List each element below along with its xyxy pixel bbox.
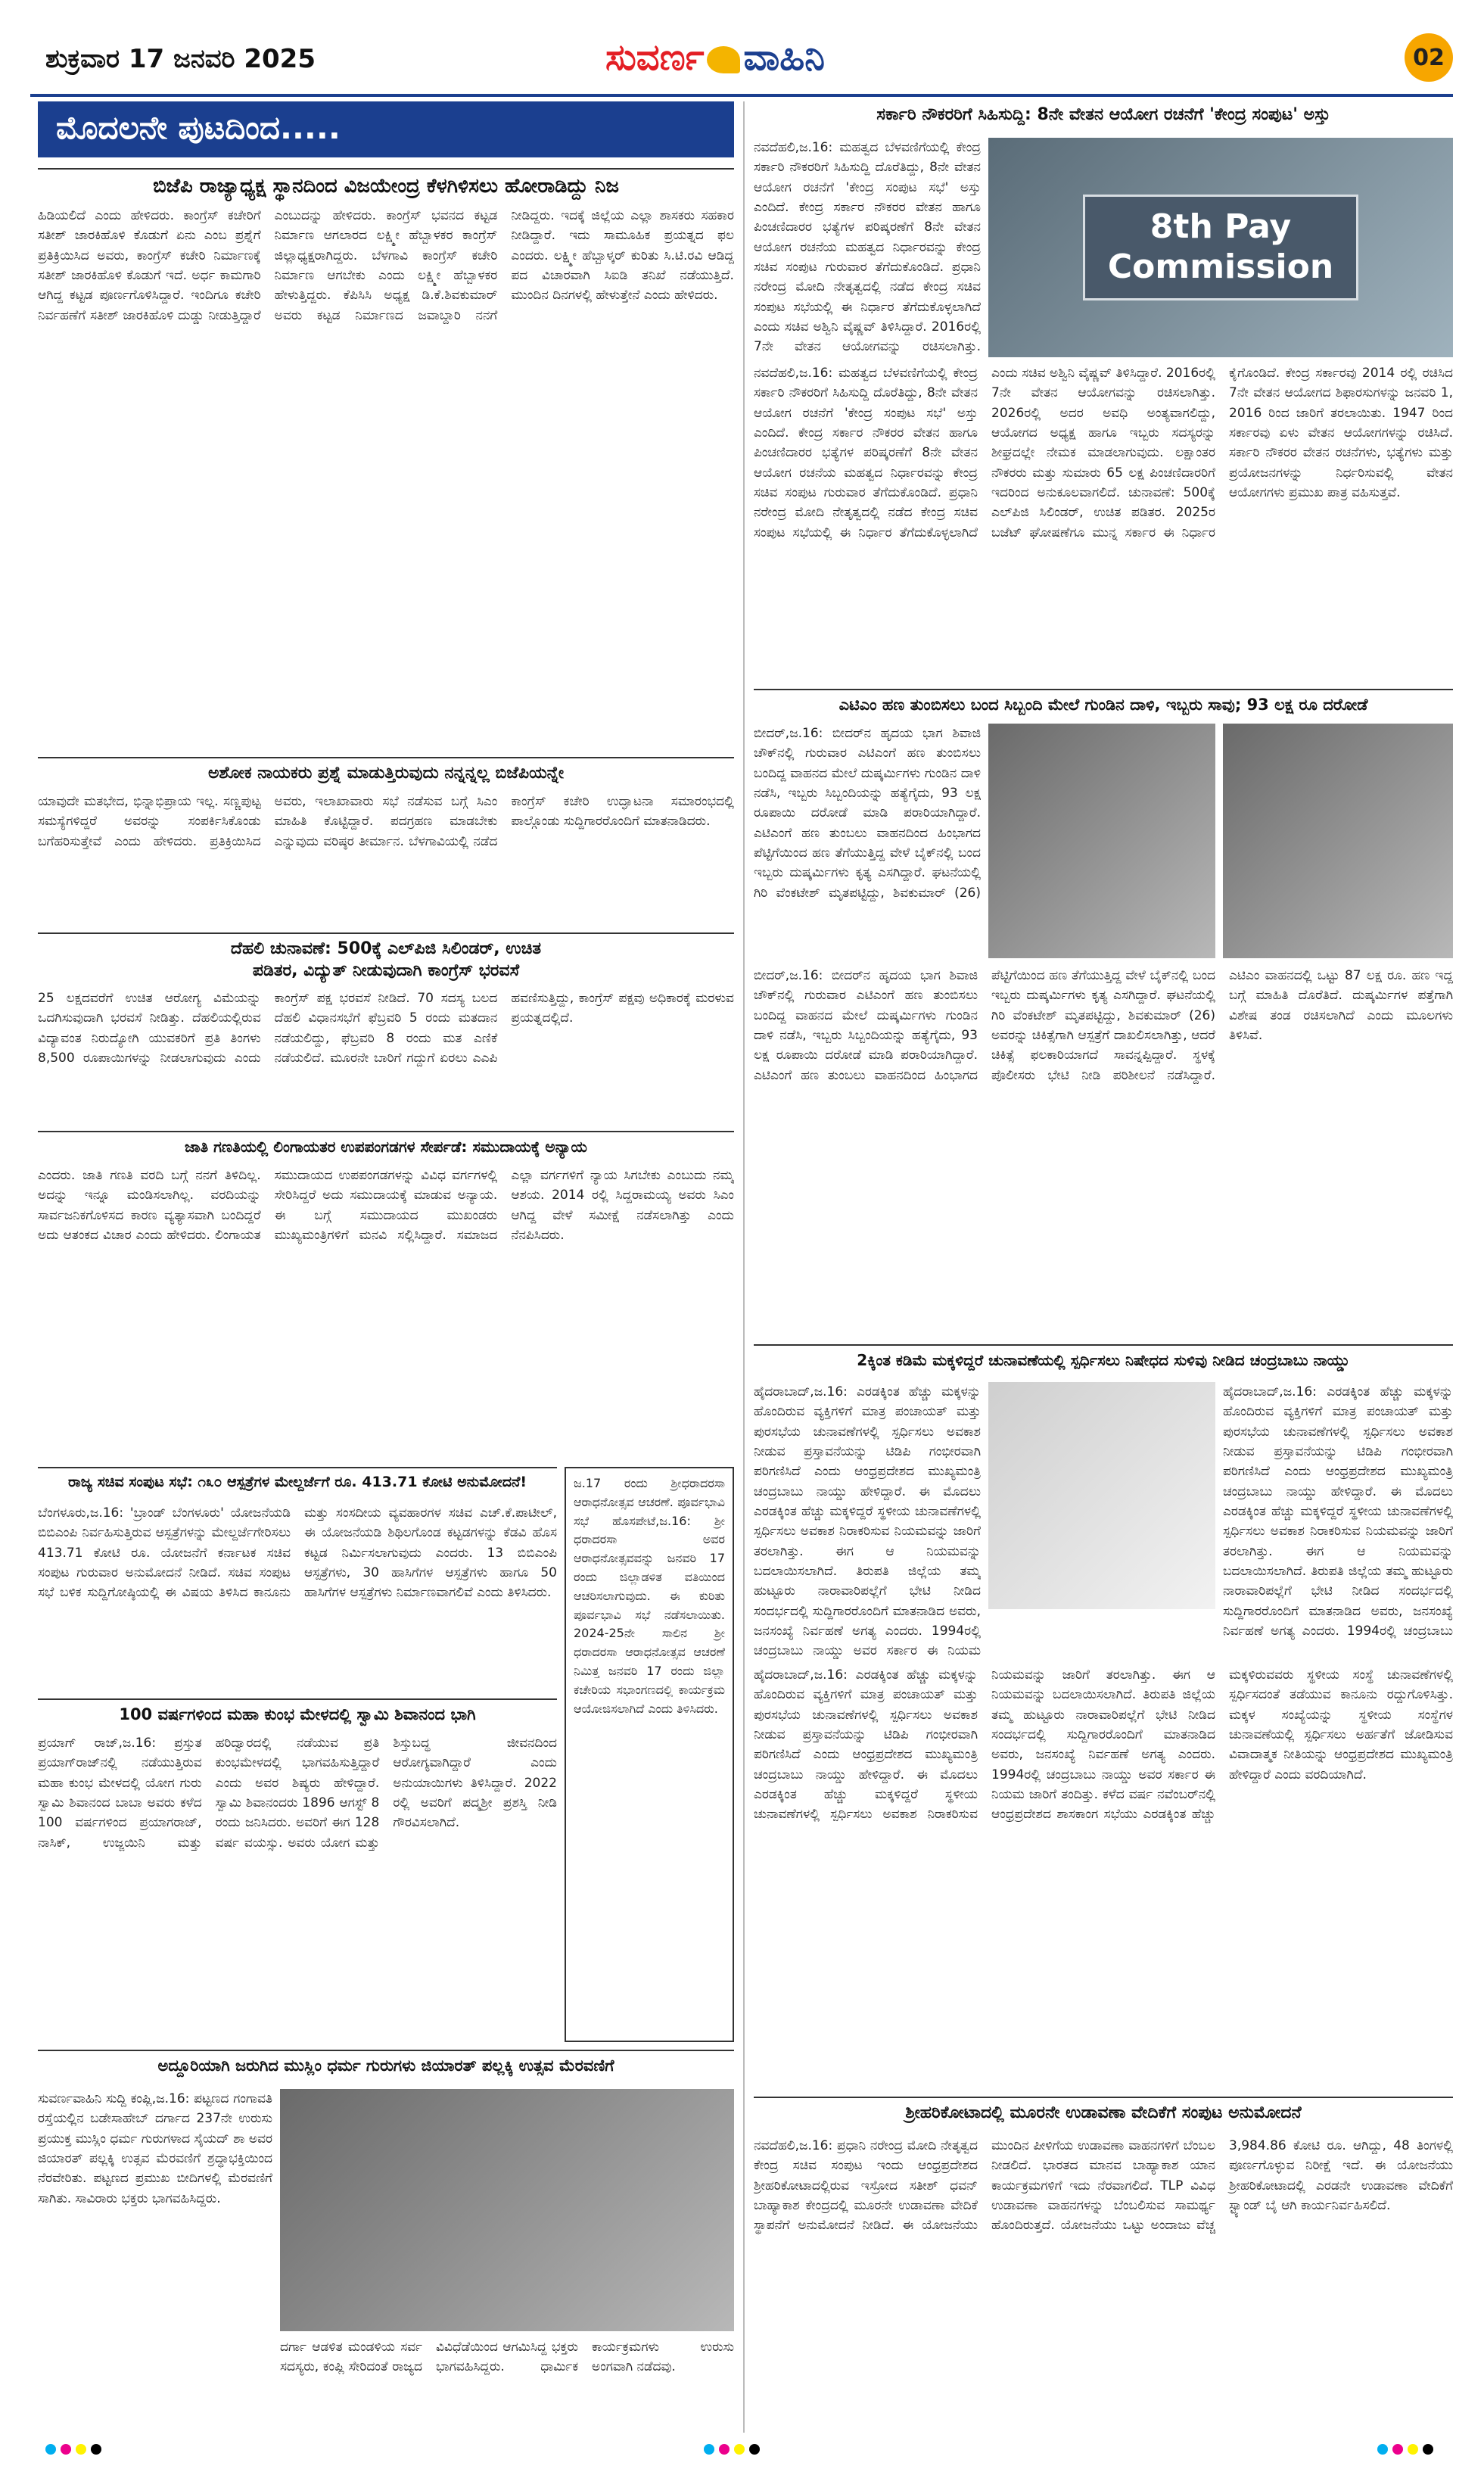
registration-marks-right (1377, 2443, 1438, 2454)
article-naidu: ಹೈದರಾಬಾದ್,ಜ.16: ಎರಡಕ್ಕಿಂತ ಹೆಚ್ಚು ಮಕ್ಕಳನ್ನು ಹೊಂದಿರುವ ವ್ಯಕ್ತಿಗಳಿಗೆ ಮಾತ್ರ ಪಂಚಾಯತ್ ಮತ್ತು ಪುರಸಭೆಯ ಚುನಾವಣೆಗಳಲ್ಲಿ ಸ್ಪರ್ಧಿಸಲು ಅವಕಾಶ ನೀಡುವ ಪ್ರಸ್ತಾವನೆಯನ್ನು ಟಿಡಿಪಿ ಗಂಭೀರವಾಗಿ ಪರಿಗಣಿಸಿದೆ ಎಂದು ಆಂಧ್ರಪ್ರದೇಶದ ಮುಖ್ಯಮಂತ್ರಿ ಚಂದ್ರಬಾಬು ನಾಯ್ಡು ಹೇಳಿದ್ದಾರೆ. ಈ ಮೊದಲು ಎರಡಕ್ಕಿಂತ ಹೆಚ್ಚು ಮಕ್ಕಳಿದ್ದರೆ ಸ್ಥಳೀಯ ಚುನಾವಣೆಗಳಲ್ಲಿ ಸ್ಪರ್ಧಿಸಲು ಅವಕಾಶ ನಿರಾಕರಿಸುವ ನಿಯಮವನ್ನು ಜಾರಿಗೆ ತರಲಾಗಿತ್ತು. ಈಗ ಆ ನಿಯಮವನ್ನು ಬದಲಾಯಿಸಲಾಗಿದೆ. ತಿರುಪತಿ ಜಿಲ್ಲೆಯ ತಮ್ಮ ಹುಟ್ಟೂರು ನಾರಾವಾರಿಪಲ್ಲೆಗೆ ಭೇಟಿ ನೀಡಿದ ಸಂದರ್ಭದಲ್ಲಿ ಸುದ್ದಿಗಾರರೊಂದಿಗೆ ಮಾತನಾಡಿದ ಅವರು, ಜನಸಂಖ್ಯೆ ನಿರ್ವಹಣೆ ಅಗತ್ಯ ಎಂದರು. 1994ರಲ್ಲಿ ಚಂದ್ರಬಾಬು ನಾಯ್ಡು ಅವರ ಸರ್ಕಾರ ಈ ನಿಯಮ ಜಾರಿಗೆ ತಂದಿತ್ತು. ಕಳೆದ ವರ್ಷ ನವೆಂಬರ್‌ನಲ್ಲಿ ಆಂಧ್ರಪ್ರದೇಶದ ಶಾಸಕಾಂಗ ಸಭೆಯು ಎರಡಕ್ಕಿಂತ ಹೆಚ್ಚು ಮಕ್ಕಳಿರುವವರು ಸ್ಥಳೀಯ ಸಂಸ್ಥೆ ಚುನಾವಣೆಗಳಲ್ಲಿ ಸ್ಪರ್ಧಿಸದಂತೆ ತಡೆಯುವ ಕಾನೂನು ರದ್ದುಗೊಳಿಸಿತ್ತು. ಮಕ್ಕಳ ಸಂಖ್ಯೆಯನ್ನು ಸ್ಥಳೀಯ ಸಂಸ್ಥೆಗಳ ಚುನಾವಣೆಯಲ್ಲಿ ಸ್ಪರ್ಧಿಸಲು ಅರ್ಹತೆಗೆ ಜೋಡಿಸುವ ವಿವಾದಾತ್ಮಕ ನೀತಿಯನ್ನು ಆಂಧ್ರಪ್ರದೇಶದ ಮುಖ್ಯಮಂತ್ರಿ ಹೇಳಿದ್ದಾರೆ ಎಂದು ವರದಿಯಾಗಿದೆ. (754, 1667, 1453, 1823)
article-jiyarat: ಸುವರ್ಣವಾಹಿನಿ ಸುದ್ದಿ ಕಂಪ್ಲಿ,ಜ.16: ಪಟ್ಟಣದ ಗಂಗಾವತಿ ರಸ್ತೆಯಲ್ಲಿನ ಬಡೇಸಾಹೇಬ್ ದರ್ಗಾದ 237ನೇ ಉರುಸು ಪ್ರಯುಕ್ತ ಮುಸ್ಲಿಂ ಧರ್ಮ ಗುರುಗಳಾದ ಸೈಯದ್ ಶಾ ಅವರ ಜಿಯಾರತ್ ಪಲ್ಲಕ್ಕಿ ಉತ್ಸವ ಮೆರವಣಿಗೆ ಶ್ರದ್ಧಾಭಕ್ತಿಯಿಂದ ನೆರವೇರಿತು. ಪಟ್ಟಣದ ಪ್ರಮುಖ ಬೀದಿಗಳಲ್ಲಿ ಮೆರವಣಿಗೆ ಸಾಗಿತು. ಸಾವಿರಾರು ಭಕ್ತರು ಭಾಗವಹಿಸಿದ್ದರು. (38, 2091, 272, 2206)
headline-caste-census: ಜಾತಿ ಗಣತಿಯಲ್ಲಿ ಲಿಂಗಾಯತರ ಉಪಪಂಗಡಗಳ ಸೇರ್ಪಡೆ: ಸಮುದಾಯಕ್ಕೆ ಅನ್ಯಾಯ (38, 1131, 734, 1161)
article-naidu-lead: ಹೈದರಾಬಾದ್,ಜ.16: ಎರಡಕ್ಕಿಂತ ಹೆಚ್ಚು ಮಕ್ಕಳನ್ನು ಹೊಂದಿರುವ ವ್ಯಕ್ತಿಗಳಿಗೆ ಮಾತ್ರ ಪಂಚಾಯತ್ ಮತ್ತು ಪುರಸಭೆಯ ಚುನಾವಣೆಗಳಲ್ಲಿ ಸ್ಪರ್ಧಿಸಲು ಅವಕಾಶ ನೀಡುವ ಪ್ರಸ್ತಾವನೆಯನ್ನು ಟಿಡಿಪಿ ಗಂಭೀರವಾಗಿ ಪರಿಗಣಿಸಿದೆ ಎಂದು ಆಂಧ್ರಪ್ರದೇಶದ ಮುಖ್ಯಮಂತ್ರಿ ಚಂದ್ರಬಾಬು ನಾಯ್ಡು ಹೇಳಿದ್ದಾರೆ. ಈ ಮೊದಲು ಎರಡಕ್ಕಿಂತ ಹೆಚ್ಚು ಮಕ್ಕಳಿದ್ದರೆ ಸ್ಥಳೀಯ ಚುನಾವಣೆಗಳಲ್ಲಿ ಸ್ಪರ್ಧಿಸಲು ಅವಕಾಶ ನಿರಾಕರಿಸುವ ನಿಯಮವನ್ನು ಜಾರಿಗೆ ತರಲಾಗಿತ್ತು. ಈಗ ಆ ನಿಯಮವನ್ನು ಬದಲಾಯಿಸಲಾಗಿದೆ. ತಿರುಪತಿ ಜಿಲ್ಲೆಯ ತಮ್ಮ ಹುಟ್ಟೂರು ನಾರಾವಾರಿಪಲ್ಲೆಗೆ ಭೇಟಿ ನೀಡಿದ ಸಂದರ್ಭದಲ್ಲಿ ಸುದ್ದಿಗಾರರೊಂದಿಗೆ ಮಾತನಾಡಿದ ಅವರು, ಜನಸಂಖ್ಯೆ ನಿರ್ವಹಣೆ ಅಗತ್ಯ ಎಂದರು. 1994ರಲ್ಲಿ ಚಂದ್ರಬಾಬು ನಾಯ್ಡು ಅವರ ಸರ್ಕಾರ ಈ ನಿಯಮ (754, 1384, 981, 1659)
section-banner: ಮೊದಲನೇ ಪುಟದಿಂದ..... (38, 101, 734, 157)
headline-atm-robbery: ಎಟಿಎಂ ಹಣ ತುಂಬಿಸಲು ಬಂದ ಸಿಬ್ಬಂದಿ ಮೇಲೆ ಗುಂಡಿನ ದಾಳಿ, ಇಬ್ಬರು ಸಾವು; 93 ಲಕ್ಷ ರೂ ದರೋಡೆ (754, 689, 1453, 719)
masthead-rule (30, 94, 1453, 97)
article-cabinet-hospitals: ಬೆಂಗಳೂರು,ಜ.16: 'ಬ್ರಾಂಡ್ ಬೆಂಗಳೂರು' ಯೋಜನೆಯಡಿ ಬಿಬಿಎಂಪಿ ನಿರ್ವಹಿಸುತ್ತಿರುವ ಆಸ್ಪತ್ರೆಗಳನ್ನು ಮೇಲ್ದರ್ಜೆಗೇರಿಸಲು 413.71 ಕೋಟಿ ರೂ. ಯೋಜನೆಗೆ ಕರ್ನಾಟಕ ಸಚಿವ ಸಂಪುಟ ಗುರುವಾರ ಅನುಮೋದನೆ ನೀಡಿದೆ. ಸಚಿವ ಸಂಪುಟ ಸಭೆ ಬಳಿಕ ಸುದ್ದಿಗೋಷ್ಠಿಯಲ್ಲಿ ಈ ವಿಷಯ ತಿಳಿಸಿದ ಕಾನೂನು ಮತ್ತು ಸಂಸದೀಯ ವ್ಯವಹಾರಗಳ ಸಚಿವ ಎಚ್.ಕೆ.ಪಾಟೀಲ್, ಈ ಯೋಜನೆಯಡಿ ಶಿಥಿಲಗೊಂಡ ಕಟ್ಟಡಗಳನ್ನು ಕೆಡವಿ ಹೊಸ ಕಟ್ಟಡ ನಿರ್ಮಿಸಲಾಗುವುದು ಎಂದರು. 13 ಬಿಬಿಎಂಪಿ ಆಸ್ಪತ್ರೆಗಳು, 30 ಹಾಸಿಗೆಗಳ ಆಸ್ಪತ್ರೆಗಳು ಹಾಗೂ 50 ಹಾಸಿಗೆಗಳ ಆಸ್ಪತ್ರೆಗಳು ನಿರ್ಮಾಣವಾಗಲಿವೆ ಎಂದು ತಿಳಿಸಿದರು. (38, 1505, 557, 1601)
side-notice-dharadarasa: ಜ.17 ರಂದು ಶ್ರೀಧರಾದರಸಾ ಆರಾಧನೋತ್ಸವ ಆಚರಣೆ. ಪೂರ್ವಭಾವಿ ಸಭೆ ಹೊಸಪೇಟೆ,ಜ.16: ಶ್ರೀ ಧರಾದರಸಾ ಅವರ ಆರಾಧನೋತ್ಸವವನ್ನು ಜನವರಿ 17 ರಂದು ಜಿಲ್ಲಾಡಳಿತ ವತಿಯಿಂದ ಆಚರಿಸಲಾಗುವುದು. ಈ ಕುರಿತು ಪೂರ್ವಭಾವಿ ಸಭೆ ನಡೆಸಲಾಯಿತು. 2024-25ನೇ ಸಾಲಿನ ಶ್ರೀ ಧರಾದರಸಾ ಆರಾಧನೋತ್ಸವ ಆಚರಣೆ ನಿಮಿತ್ತ ಜನವರಿ 17 ರಂದು ಜಿಲ್ಲಾ ಕಚೇರಿಯ ಸಭಾಂಗಣದಲ್ಲಿ ಕಾರ್ಯಕ್ರಮ ಆಯೋಜಿಸಲಾಗಿದೆ ಎಂದು ತಿಳಿಸಿದರು. (565, 1467, 734, 2042)
registration-marks-center (704, 2443, 764, 2454)
registration-marks-left (45, 2443, 106, 2454)
column-divider (743, 101, 745, 2433)
logo-text-part2: ವಾಹಿನಿ (743, 36, 825, 79)
lamp-icon (707, 46, 740, 73)
headline-shivananda: 100 ವರ್ಷಗಳಿಂದ ಮಹಾ ಕುಂಭ ಮೇಳದಲ್ಲಿ ಸ್ವಾಮಿ ಶಿವಾನಂದ ಭಾಗಿ (38, 1698, 557, 1729)
headline-bjp: ಬಿಜೆಪಿ ರಾಜ್ಯಾಧ್ಯಕ್ಷ ಸ್ಥಾನದಿಂದ ವಿಜಯೇಂದ್ರ ಕೆಳಗಿಳಿಸಲು ಹೋರಾಡಿದ್ದು ನಿಜ (38, 168, 734, 201)
headline-naidu: 2ಕ್ಕಿಂತ ಕಡಿಮೆ ಮಕ್ಕಳಿದ್ದರೆ ಚುನಾವಣೆಯಲ್ಲಿ ಸ್ಪರ್ಧಿಸಲು ನಿಷೇಧದ ಸುಳಿವು ನೀಡಿದ ಚಂದ್ರಬಾಬು ನಾಯ್ಡು (754, 1344, 1453, 1378)
logo-text-part1: ಸುವರ್ಣ (605, 36, 705, 79)
article-naidu-side: ಹೈದರಾಬಾದ್,ಜ.16: ಎರಡಕ್ಕಿಂತ ಹೆಚ್ಚು ಮಕ್ಕಳನ್ನು ಹೊಂದಿರುವ ವ್ಯಕ್ತಿಗಳಿಗೆ ಮಾತ್ರ ಪಂಚಾಯತ್ ಮತ್ತು ಪುರಸಭೆಯ ಚುನಾವಣೆಗಳಲ್ಲಿ ಸ್ಪರ್ಧಿಸಲು ಅವಕಾಶ ನೀಡುವ ಪ್ರಸ್ತಾವನೆಯನ್ನು ಟಿಡಿಪಿ ಗಂಭೀರವಾಗಿ ಪರಿಗಣಿಸಿದೆ ಎಂದು ಆಂಧ್ರಪ್ರದೇಶದ ಮುಖ್ಯಮಂತ್ರಿ ಚಂದ್ರಬಾಬು ನಾಯ್ಡು ಹೇಳಿದ್ದಾರೆ. ಈ ಮೊದಲು ಎರಡಕ್ಕಿಂತ ಹೆಚ್ಚು ಮಕ್ಕಳಿದ್ದರೆ ಸ್ಥಳೀಯ ಚುನಾವಣೆಗಳಲ್ಲಿ ಸ್ಪರ್ಧಿಸಲು ಅವಕಾಶ ನಿರಾಕರಿಸುವ ನಿಯಮವನ್ನು ಜಾರಿಗೆ ತರಲಾಗಿತ್ತು. ಈಗ ಆ ನಿಯಮವನ್ನು ಬದಲಾಯಿಸಲಾಗಿದೆ. ತಿರುಪತಿ ಜಿಲ್ಲೆಯ ತಮ್ಮ ಹುಟ್ಟೂರು ನಾರಾವಾರಿಪಲ್ಲೆಗೆ ಭೇಟಿ ನೀಡಿದ ಸಂದರ್ಭದಲ್ಲಿ ಸುದ್ದಿಗಾರರೊಂದಿಗೆ ಮಾತನಾಡಿದ ಅವರು, ಜನಸಂಖ್ಯೆ ನಿರ್ವಹಣೆ ಅಗತ್ಯ ಎಂದರು. 1994ರಲ್ಲಿ ಚಂದ್ರಬಾಬು (1223, 1384, 1453, 1639)
headline-cabinet-hospitals: ರಾಜ್ಯ ಸಚಿವ ಸಂಪುಟ ಸಭೆ: ೧೩೦ ಆಸ್ಪತ್ರೆಗಳ ಮೇಲ್ದರ್ಜೆಗೆ ರೂ. 413.71 ಕೋಟಿ ಅನುಮೋದನೆ! (38, 1467, 557, 1500)
article-8th-pay: ನವದೆಹಲಿ,ಜ.16: ಮಹತ್ವದ ಬೆಳವಣಿಗೆಯಲ್ಲಿ ಕೇಂದ್ರ ಸರ್ಕಾರಿ ನೌಕರರಿಗೆ ಸಿಹಿಸುದ್ದಿ ದೊರೆತಿದ್ದು, 8ನೇ ವೇತನ ಆಯೋಗ ರಚನೆಗೆ 'ಕೇಂದ್ರ ಸಂಪುಟ ಸಭೆ' ಅಸ್ತು ಎಂದಿದೆ. ಕೇಂದ್ರ ಸರ್ಕಾರ ನೌಕರರ ವೇತನ ಹಾಗೂ ಪಿಂಚಣಿದಾರರ ಭತ್ಯೆಗಳ ಪರಿಷ್ಕರಣೆಗೆ 8ನೇ ವೇತನ ಆಯೋಗ ರಚನೆಯ ಮಹತ್ವದ ನಿರ್ಧಾರವನ್ನು ಕೇಂದ್ರ ಸಚಿವ ಸಂಪುಟ ಗುರುವಾರ ತೆಗೆದುಕೊಂಡಿದೆ. ಪ್ರಧಾನಿ ನರೇಂದ್ರ ಮೋದಿ ನೇತೃತ್ವದಲ್ಲಿ ನಡೆದ ಕೇಂದ್ರ ಸಚಿವ ಸಂಪುಟ ಸಭೆಯಲ್ಲಿ ಈ ನಿರ್ಧಾರ ತೆಗೆದುಕೊಳ್ಳಲಾಗಿದೆ ಎಂದು ಸಚಿವ ಅಶ್ವಿನಿ ವೈಷ್ಣವ್ ತಿಳಿಸಿದ್ದಾರೆ. 2016ರಲ್ಲಿ 7ನೇ ವೇತನ ಆಯೋಗವನ್ನು ರಚಿಸಲಾಗಿತ್ತು. 2026ರಲ್ಲಿ ಅದರ ಅವಧಿ ಅಂತ್ಯವಾಗಲಿದ್ದು, ಆಯೋಗದ ಅಧ್ಯಕ್ಷ ಹಾಗೂ ಇಬ್ಬರು ಸದಸ್ಯರನ್ನು ಶೀಘ್ರದಲ್ಲೇ ನೇಮಕ ಮಾಡಲಾಗುವುದು. ಲಕ್ಷಾಂತರ ನೌಕರರು ಮತ್ತು ಸುಮಾರು 65 ಲಕ್ಷ ಪಿಂಚಣಿದಾರರಿಗೆ ಇದರಿಂದ ಅನುಕೂಲವಾಗಲಿದೆ. ಚುನಾವಣೆ: 500ಕ್ಕೆ ಎಲ್‌ಪಿಜಿ ಸಿಲಿಂಡರ್, ಉಚಿತ ಪಡಿತರ. 2025ರ ಬಜೆಟ್ ಘೋಷಣೆಗೂ ಮುನ್ನ ಸರ್ಕಾರ ಈ ನಿರ್ಧಾರ ಕೈಗೊಂಡಿದೆ. ಕೇಂದ್ರ ಸರ್ಕಾರವು 2014 ರಲ್ಲಿ ರಚಿಸಿದ 7ನೇ ವೇತನ ಆಯೋಗದ ಶಿಫಾರಸುಗಳನ್ನು ಜನವರಿ 1, 2016 ರಿಂದ ಜಾರಿಗೆ ತರಲಾಯಿತು. 1947 ರಿಂದ ಸರ್ಕಾರವು ಏಳು ವೇತನ ಆಯೋಗಗಳನ್ನು ರಚಿಸಿದೆ. ಸರ್ಕಾರಿ ನೌಕರರ ವೇತನ ರಚನೆಗಳು, ಭತ್ಯೆಗಳು ಮತ್ತು ಪ್ರಯೋಜನಗಳನ್ನು ನಿರ್ಧರಿಸುವಲ್ಲಿ ವೇತನ ಆಯೋಗಗಳು ಪ್ರಮುಖ ಪಾತ್ರ ವಹಿಸುತ್ತವೆ. (754, 366, 1453, 540)
headline-sriharikota: ಶ್ರೀಹರಿಕೋಟಾದಲ್ಲಿ ಮೂರನೇ ಉಡಾವಣಾ ವೇದಿಕೆಗೆ ಸಂಪುಟ ಅನುಮೋದನೆ (754, 2097, 1453, 2130)
article-delhi: 25 ಲಕ್ಷದವರೆಗೆ ಉಚಿತ ಆರೋಗ್ಯ ವಿಮೆಯನ್ನು ಒದಗಿಸುವುದಾಗಿ ಭರವಸೆ ನೀಡಿತ್ತು. ದೆಹಲಿಯಲ್ಲಿರುವ ವಿದ್ಯಾವಂತ ನಿರುದ್ಯೋಗಿ ಯುವಕರಿಗೆ ಪ್ರತಿ ತಿಂಗಳು 8,500 ರೂಪಾಯಿಗಳನ್ನು ನೀಡಲಾಗುವುದು ಎಂದು ಕಾಂಗ್ರೆಸ್ ಪಕ್ಷ ಭರವಸೆ ನೀಡಿದೆ. 70 ಸದಸ್ಯ ಬಲದ ದೆಹಲಿ ವಿಧಾನಸಭೆಗೆ ಫೆಬ್ರವರಿ 5 ರಂದು ಮತದಾನ ನಡೆಯಲಿದ್ದು, ಫೆಬ್ರವರಿ 8 ರಂದು ಮತ ಎಣಿಕೆ ನಡೆಯಲಿದೆ. ಮೂರನೇ ಬಾರಿಗೆ ಗದ್ದುಗೆ ಏರಲು ಎಎಪಿ ಹವಣಿಸುತ್ತಿದ್ದು, ಕಾಂಗ್ರೆಸ್ ಪಕ್ಷವು ಅಧಿಕಾರಕ್ಕೆ ಮರಳುವ ಪ್ರಯತ್ನದಲ್ಲಿದೆ. (38, 991, 734, 1066)
article-ashok: ಯಾವುದೇ ಮತಭೇದ, ಭಿನ್ನಾಭಿಪ್ರಾಯ ಇಲ್ಲ. ಸಣ್ಣಪುಟ್ಟ ಸಮಸ್ಯೆಗಳಿದ್ದರೆ ಅವರನ್ನು ಸಂಪರ್ಕಿಸಿಕೊಂಡು ಬಗೆಹರಿಸುತ್ತೇವೆ ಎಂದು ಹೇಳಿದರು. ಪ್ರತಿಕ್ರಿಯಿಸಿದ ಅವರು, ಇಲಾಖಾವಾರು ಸಭೆ ನಡೆಸುವ ಬಗ್ಗೆ ಸಿಎಂ ಮಾಹಿತಿ ಕೊಟ್ಟಿದ್ದಾರೆ. ಪದಗ್ರಹಣ ಮಾಡಬೇಕು ಎನ್ನುವುದು ವರಿಷ್ಠರ ತೀರ್ಮಾನ. ಬೆಳಗಾವಿಯಲ್ಲಿ ನಡೆದ ಕಾಂಗ್ರೆಸ್ ಕಚೇರಿ ಉದ್ಘಾಟನಾ ಸಮಾರಂಭದಲ್ಲಿ ಪಾಲ್ಗೊಂಡು ಸುದ್ದಿಗಾರರೊಂದಿಗೆ ಮಾತನಾಡಿದರು. (38, 794, 734, 849)
page-number: 02 (1405, 33, 1453, 82)
article-sriharikota: ನವದೆಹಲಿ,ಜ.16: ಪ್ರಧಾನಿ ನರೇಂದ್ರ ಮೋದಿ ನೇತೃತ್ವದ ಕೇಂದ್ರ ಸಚಿವ ಸಂಪುಟ ಇಂದು ಆಂಧ್ರಪ್ರದೇಶದ ಶ್ರೀಹರಿಕೋಟಾದಲ್ಲಿರುವ ಇಸ್ರೋದ ಸತೀಶ್ ಧವನ್ ಬಾಹ್ಯಾಕಾಶ ಕೇಂದ್ರದಲ್ಲಿ ಮೂರನೇ ಉಡಾವಣಾ ವೇದಿಕೆ ಸ್ಥಾಪನೆಗೆ ಅನುಮೋದನೆ ನೀಡಿದೆ. ಈ ಯೋಜನೆಯು ಮುಂದಿನ ಪೀಳಿಗೆಯ ಉಡಾವಣಾ ವಾಹನಗಳಿಗೆ ಬೆಂಬಲ ನೀಡಲಿದೆ. ಭಾರತದ ಮಾನವ ಬಾಹ್ಯಾಕಾಶ ಯಾನ ಕಾರ್ಯಕ್ರಮಗಳಿಗೆ ಇದು ನೆರವಾಗಲಿದೆ. TLP ವಿವಿಧ ಉಡಾವಣಾ ವಾಹನಗಳನ್ನು ಬೆಂಬಲಿಸುವ ಸಾಮರ್ಥ್ಯ ಹೊಂದಿರುತ್ತದೆ. ಯೋಜನೆಯು ಒಟ್ಟು ಅಂದಾಜು ವೆಚ್ಚ 3,984.86 ಕೋಟಿ ರೂ. ಆಗಿದ್ದು, 48 ತಿಂಗಳಲ್ಲಿ ಪೂರ್ಣಗೊಳ್ಳುವ ನಿರೀಕ್ಷೆ ಇದೆ. ಈ ಯೋಜನೆಯು ಶ್ರೀಹರಿಕೋಟಾದಲ್ಲಿ ಎರಡನೇ ಉಡಾವಣಾ ವೇದಿಕೆಗೆ ಸ್ಟ್ಯಾಂಡ್ ಬೈ ಆಗಿ ಕಾರ್ಯನಿರ್ವಹಿಸಲಿದೆ. (754, 2138, 1453, 2234)
issue-date: ಶುಕ್ರವಾರ 17 ಜನವರಿ 2025 (45, 44, 316, 74)
masthead (30, 30, 1453, 89)
article-shivananda: ಪ್ರಯಾಗ್ ರಾಜ್,ಜ.16: ಪ್ರಸ್ತುತ ಪ್ರಯಾಗ್‌ರಾಜ್‌ನಲ್ಲಿ ನಡೆಯುತ್ತಿರುವ ಮಹಾ ಕುಂಭ ಮೇಳದಲ್ಲಿ ಯೋಗ ಗುರು ಸ್ವಾಮಿ ಶಿವಾನಂದ ಬಾಬಾ ಅವರು ಕಳೆದ 100 ವರ್ಷಗಳಿಂದ ಪ್ರಯಾಗರಾಜ್, ನಾಸಿಕ್, ಉಜ್ಜಯಿನಿ ಮತ್ತು ಹರಿದ್ವಾರದಲ್ಲಿ ನಡೆಯುವ ಪ್ರತಿ ಕುಂಭಮೇಳದಲ್ಲಿ ಭಾಗವಹಿಸುತ್ತಿದ್ದಾರೆ ಎಂದು ಅವರ ಶಿಷ್ಯರು ಹೇಳಿದ್ದಾರೆ. ಸ್ವಾಮಿ ಶಿವಾನಂದರು 1896 ಆಗಸ್ಟ್ 8 ರಂದು ಜನಿಸಿದರು. ಅವರಿಗೆ ಈಗ 128 ವರ್ಷ ವಯಸ್ಸು. ಅವರು ಯೋಗ ಮತ್ತು ಶಿಸ್ತುಬದ್ಧ ಜೀವನದಿಂದ ಆರೋಗ್ಯವಾಗಿದ್ದಾರೆ ಎಂದು ಅನುಯಾಯಿಗಳು ತಿಳಿಸಿದ್ದಾರೆ. 2022 ರಲ್ಲಿ ಅವರಿಗೆ ಪದ್ಮಶ್ರೀ ಪ್ರಶಸ್ತಿ ನೀಡಿ ಗೌರವಿಸಲಾಗಿದೆ. (38, 1736, 557, 1851)
headline-delhi-line2: ಪಡಿತರ, ವಿದ್ಯುತ್ ನೀಡುವುದಾಗಿ ಕಾಂಗ್ರೆಸ್ ಭರವಸೆ (252, 960, 520, 980)
procession-photo (280, 2089, 734, 2331)
article-8th-pay-lead: ನವದೆಹಲಿ,ಜ.16: ಮಹತ್ವದ ಬೆಳವಣಿಗೆಯಲ್ಲಿ ಕೇಂದ್ರ ಸರ್ಕಾರಿ ನೌಕರರಿಗೆ ಸಿಹಿಸುದ್ದಿ ದೊರೆತಿದ್ದು, 8ನೇ ವೇತನ ಆಯೋಗ ರಚನೆಗೆ 'ಕೇಂದ್ರ ಸಂಪುಟ ಸಭೆ' ಅಸ್ತು ಎಂದಿದೆ. ಕೇಂದ್ರ ಸರ್ಕಾರ ನೌಕರರ ವೇತನ ಹಾಗೂ ಪಿಂಚಣಿದಾರರ ಭತ್ಯೆಗಳ ಪರಿಷ್ಕರಣೆಗೆ 8ನೇ ವೇತನ ಆಯೋಗ ರಚನೆಯ ಮಹತ್ವದ ನಿರ್ಧಾರವನ್ನು ಕೇಂದ್ರ ಸಚಿವ ಸಂಪುಟ ಗುರುವಾರ ತೆಗೆದುಕೊಂಡಿದೆ. ಪ್ರಧಾನಿ ನರೇಂದ್ರ ಮೋದಿ ನೇತೃತ್ವದಲ್ಲಿ ನಡೆದ ಕೇಂದ್ರ ಸಚಿವ ಸಂಪುಟ ಸಭೆಯಲ್ಲಿ ಈ ನಿರ್ಧಾರ ತೆಗೆದುಕೊಳ್ಳಲಾಗಿದೆ ಎಂದು ಸಚಿವ ಅಶ್ವಿನಿ ವೈಷ್ಣವ್ ತಿಳಿಸಿದ್ದಾರೆ. 2016ರಲ್ಲಿ 7ನೇ ವೇತನ ಆಯೋಗವನ್ನು ರಚಿಸಲಾಗಿತ್ತು. (754, 140, 981, 355)
photo-caption-jiyarat: ದರ್ಗಾ ಆಡಳಿತ ಮಂಡಳಿಯ ಸರ್ವ ಸದಸ್ಯರು, ಕಂಪ್ಲಿ ಸೇರಿದಂತೆ ರಾಜ್ಯದ ವಿವಿಧೆಡೆಯಿಂದ ಆಗಮಿಸಿದ್ದ ಭಕ್ತರು ಭಾಗವಹಿಸಿದ್ದರು. ಧಾರ್ಮಿಕ ಕಾರ್ಯಕ್ರಮಗಳು ಉರುಸು ಅಂಗವಾಗಿ ನಡೆದವು. (280, 2340, 734, 2375)
article-bjp: ಹಿಡಿಯಲಿದೆ ಎಂದು ಹೇಳಿದರು. ಕಾಂಗ್ರೆಸ್ ಕಚೇರಿಗೆ ಸತೀಶ್ ಜಾರಕಿಹೊಳಿ ಕೊಡುಗೆ ಏನು ಎಂಬ ಪ್ರಶ್ನೆಗೆ ಪ್ರತಿಕ್ರಿಯಿಸಿದ ಅವರು, ಕಾಂಗ್ರೆಸ್ ಕಚೇರಿ ನಿರ್ಮಾಣಕ್ಕೆ ಸತೀಶ್ ಜಾರಕಿಹೊಳಿ ಕೊಡುಗೆ ಇದೆ. ಅರ್ಧ ಕಾಮಗಾರಿ ಆಗಿದ್ದ ಕಟ್ಟಡ ಪೂರ್ಣಗೊಳಿಸಿದ್ದಾರೆ. ಇಂದಿಗೂ ಕಚೇರಿ ನಿರ್ವಹಣೆಗೆ ಸತೀಶ್ ಜಾರಕಿಹೊಳಿ ದುಡ್ಡು ನೀಡುತ್ತಿದ್ದಾರೆ ಎಂಬುದನ್ನು ಹೇಳಿದರು. ಕಾಂಗ್ರೆಸ್ ಭವನದ ಕಟ್ಟಡ ನಿರ್ಮಾಣ ಆಗಲಾರದ ಲಕ್ಷ್ಮೀ ಹೆಬ್ಬಾಳಕರ ಕಾಂಗ್ರೆಸ್ ಜಿಲ್ಲಾಧ್ಯಕ್ಷರಾಗಿದ್ದರು. ಬೆಳಗಾವಿ ಕಾಂಗ್ರೆಸ್ ಕಚೇರಿ ನಿರ್ಮಾಣ ಆಗಬೇಕು ಎಂದು ಲಕ್ಷ್ಮೀ ಹೆಬ್ಬಾಳಕರ ಹೇಳುತ್ತಿದ್ದರು. ಕೆಪಿಸಿಸಿ ಅಧ್ಯಕ್ಷ ಡಿ.ಕೆ.ಶಿವಕುಮಾರ್ ಅವರು ಕಟ್ಟಡ ನಿರ್ಮಾಣದ ಜವಾಬ್ದಾರಿ ನನಗೆ ನೀಡಿದ್ದರು. ಇದಕ್ಕೆ ಜಿಲ್ಲೆಯ ಎಲ್ಲಾ ಶಾಸಕರು ಸಹಕಾರ ನೀಡಿದ್ದಾರೆ. ಇದು ಸಾಮೂಹಿಕ ಪ್ರಯತ್ನದ ಫಲ ಎಂದರು. ಲಕ್ಷ್ಮೀ ಹೆಬ್ಬಾಳ್ಕರ್ ಕುರಿತು ಸಿ.ಟಿ.ರವಿ ಆಡಿದ್ದ ಪದ ವಿಚಾರವಾಗಿ ಸಿಐಡಿ ತನಿಖೆ ನಡೆಯುತ್ತಿದೆ. ಮುಂದಿನ ದಿನಗಳಲ್ಲಿ ಹೇಳುತ್ತೇನೆ ಎಂದು ಹೇಳಿದರು. (38, 208, 734, 323)
headline-delhi-line1: ದೆಹಲಿ ಚುನಾವಣೆ: 500ಕ್ಕೆ ಎಲ್‌ಪಿಜಿ ಸಿಲಿಂಡರ್, ಉಚಿತ (230, 939, 542, 958)
article-atm-lead: ಬೀದರ್,ಜ.16: ಬೀದರ್‌ನ ಹೃದಯ ಭಾಗ ಶಿವಾಜಿ ಚೌಕ್‌ನಲ್ಲಿ ಗುರುವಾರ ಎಟಿಎಂಗೆ ಹಣ ತುಂಬಿಸಲು ಬಂದಿದ್ದ ವಾಹನದ ಮೇಲೆ ದುಷ್ಕರ್ಮಿಗಳು ಗುಂಡಿನ ದಾಳಿ ನಡೆಸಿ, ಇಬ್ಬರು ಸಿಬ್ಬಂದಿಯನ್ನು ಹತ್ಯೆಗೈದು, 93 ಲಕ್ಷ ರೂಪಾಯಿ ದರೋಡೆ ಮಾಡಿ ಪರಾರಿಯಾಗಿದ್ದಾರೆ. ಎಟಿಎಂಗೆ ಹಣ ತುಂಬಲು ವಾಹನದಿಂದ ಹಿಂಭಾಗದ ಪೆಟ್ಟಿಗೆಯಿಂದ ಹಣ ತೆಗೆಯುತ್ತಿದ್ದ ವೇಳೆ ಬೈಕ್‌ನಲ್ಲಿ ಬಂದ ಇಬ್ಬರು ದುಷ್ಕರ್ಮಿಗಳು ಕೃತ್ಯ ಎಸಗಿದ್ದಾರೆ. ಘಟನೆಯಲ್ಲಿ ಗಿರಿ ವೆಂಕಟೇಶ್ ಮೃತಪಟ್ಟಿದ್ದು, ಶಿವಕುಮಾರ್ (26) (754, 726, 981, 901)
suspect-photo-2 (1223, 724, 1453, 958)
8th-pay-commission-label: 8th Pay Commission (1083, 195, 1358, 300)
8th-pay-commission-image (988, 138, 1453, 357)
headline-8th-pay: ಸರ್ಕಾರಿ ನೌಕರರಿಗೆ ಸಿಹಿಸುದ್ದಿ: 8ನೇ ವೇತನ ಆಯೋಗ ರಚನೆಗೆ 'ಕೇಂದ್ರ ಸಂಪುಟ' ಅಸ್ತು (876, 105, 1330, 124)
chandrababu-naidu-photo (988, 1382, 1215, 1609)
article-atm-robbery: ಬೀದರ್,ಜ.16: ಬೀದರ್‌ನ ಹೃದಯ ಭಾಗ ಶಿವಾಜಿ ಚೌಕ್‌ನಲ್ಲಿ ಗುರುವಾರ ಎಟಿಎಂಗೆ ಹಣ ತುಂಬಿಸಲು ಬಂದಿದ್ದ ವಾಹನದ ಮೇಲೆ ದುಷ್ಕರ್ಮಿಗಳು ಗುಂಡಿನ ದಾಳಿ ನಡೆಸಿ, ಇಬ್ಬರು ಸಿಬ್ಬಂದಿಯನ್ನು ಹತ್ಯೆಗೈದು, 93 ಲಕ್ಷ ರೂಪಾಯಿ ದರೋಡೆ ಮಾಡಿ ಪರಾರಿಯಾಗಿದ್ದಾರೆ. ಎಟಿಎಂಗೆ ಹಣ ತುಂಬಲು ವಾಹನದಿಂದ ಹಿಂಭಾಗದ ಪೆಟ್ಟಿಗೆಯಿಂದ ಹಣ ತೆಗೆಯುತ್ತಿದ್ದ ವೇಳೆ ಬೈಕ್‌ನಲ್ಲಿ ಬಂದ ಇಬ್ಬರು ದುಷ್ಕರ್ಮಿಗಳು ಕೃತ್ಯ ಎಸಗಿದ್ದಾರೆ. ಘಟನೆಯಲ್ಲಿ ಗಿರಿ ವೆಂಕಟೇಶ್ ಮೃತಪಟ್ಟಿದ್ದು, ಶಿವಕುಮಾರ್ (26) ಅವರನ್ನು ಚಿಕಿತ್ಸೆಗಾಗಿ ಆಸ್ಪತ್ರೆಗೆ ದಾಖಲಿಸಲಾಗಿತ್ತು, ಆದರೆ ಚಿಕಿತ್ಸೆ ಫಲಕಾರಿಯಾಗದೆ ಸಾವನ್ನಪ್ಪಿದ್ದಾರೆ. ಸ್ಥಳಕ್ಕೆ ಪೊಲೀಸರು ಭೇಟಿ ನೀಡಿ ಪರಿಶೀಲನೆ ನಡೆಸಿದ್ದಾರೆ. ಎಟಿಎಂ ವಾಹನದಲ್ಲಿ ಒಟ್ಟು 87 ಲಕ್ಷ ರೂ. ಹಣ ಇದ್ದ ಬಗ್ಗೆ ಮಾಹಿತಿ ದೊರೆತಿದೆ. ದುಷ್ಕರ್ಮಿಗಳ ಪತ್ತೆಗಾಗಿ ವಿಶೇಷ ತಂಡ ರಚಿಸಲಾಗಿದೆ ಎಂದು ಮೂಲಗಳು ತಿಳಿಸಿವೆ. (754, 968, 1453, 1083)
headline-delhi (38, 932, 734, 985)
headline-ashok: ಅಶೋಕ ನಾಯಕರು ಪ್ರಶ್ನೆ ಮಾಡುತ್ತಿರುವುದು ನನ್ನನ್ನಲ್ಲ ಬಿಜೆಪಿಯನ್ನೇ (38, 757, 734, 787)
suspect-photo-1 (988, 724, 1215, 958)
newspaper-logo (605, 36, 825, 79)
article-caste-census: ಎಂದರು. ಜಾತಿ ಗಣತಿ ವರದಿ ಬಗ್ಗೆ ನನಗೆ ತಿಳಿದಿಲ್ಲ. ಅದನ್ನು ಇನ್ನೂ ಮಂಡಿಸಲಾಗಿಲ್ಲ. ವರದಿಯನ್ನು ಸಾರ್ವಜನಿಕಗೊಳಿಸದ ಕಾರಣ ವ್ಯತ್ಯಾಸವಾಗಿ ಬಂದಿದ್ದರೆ ಅದು ಆತಂಕದ ವಿಚಾರ ಎಂದು ಹೇಳಿದರು. ಲಿಂಗಾಯತ ಸಮುದಾಯದ ಉಪಪಂಗಡಗಳನ್ನು ವಿವಿಧ ವರ್ಗಗಳಲ್ಲಿ ಸೇರಿಸಿದ್ದರೆ ಅದು ಸಮುದಾಯಕ್ಕೆ ಮಾಡುವ ಅನ್ಯಾಯ. ಈ ಬಗ್ಗೆ ಸಮುದಾಯದ ಮುಖಂಡರು ಮುಖ್ಯಮಂತ್ರಿಗಳಿಗೆ ಮನವಿ ಸಲ್ಲಿಸಿದ್ದಾರೆ. ಸಮಾಜದ ಎಲ್ಲಾ ವರ್ಗಗಳಿಗೆ ನ್ಯಾಯ ಸಿಗಬೇಕು ಎಂಬುದು ನಮ್ಮ ಆಶಯ. 2014 ರಲ್ಲಿ ಸಿದ್ದರಾಮಯ್ಯ ಅವರು ಸಿಎಂ ಆಗಿದ್ದ ವೇಳೆ ಸಮೀಕ್ಷೆ ನಡೆಸಲಾಗಿತ್ತು ಎಂದು ನೆನಪಿಸಿದರು. (38, 1168, 734, 1244)
headline-jiyarat: ಅದ್ದೂರಿಯಾಗಿ ಜರುಗಿದ ಮುಸ್ಲಿಂ ಧರ್ಮ ಗುರುಗಳು ಜಿಯಾರತ್ ಪಲ್ಲಕ್ಕಿ ಉತ್ಸವ ಮೆರವಣಿಗೆ (38, 2050, 734, 2083)
